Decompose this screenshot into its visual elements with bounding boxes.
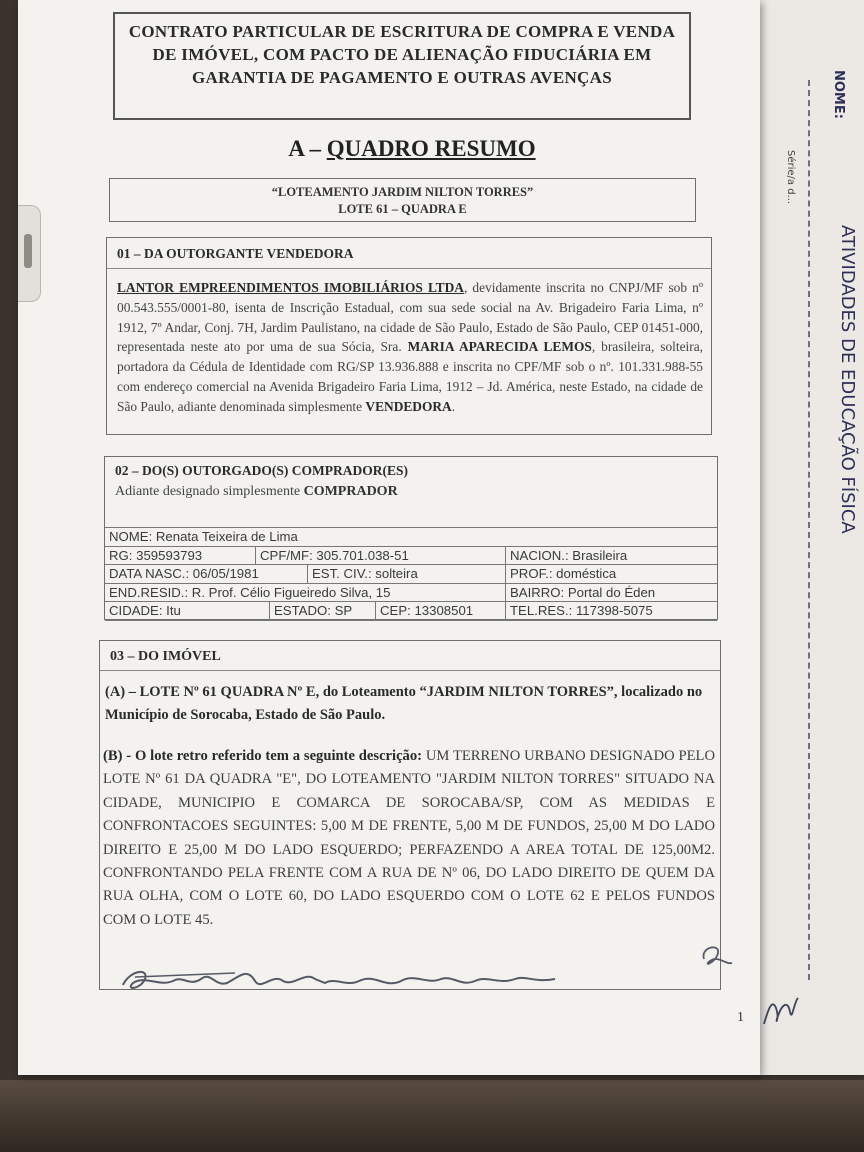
buyer-subtitle-prefix: Adiante designado simplesmente (115, 484, 304, 499)
property-item-b-text: UM TERRENO URBANO DESIGNADO PELO LOTE Nº 61 DA QUADRA "E", DO LOTEAMENTO "JARDIM NILTON TORRES" SITUADO NA CIDADE, MUNICIPIO E COMARCA DE SOROCABA/SP, COM AS MEDIDAS E CONFRONTACOES SEGUINTES: 5,00 M DE FRENTE, 5,00 M DE FUNDOS, 25,00 M DO LADO DIREITO E 25,00 M DO LADO ESQUERDO; PERFAZENDO A AREA TOTAL DE 125,00M2. CONFRONTANDO PELA FRENTE COM A RUA DE Nº 06, DO LADO DIREITO DE QUEM DA RUA OLHA, COM O LOTE 60, DO LADO ESQUERDO COM O LOTE 62 E PELOS FUNDOS COM O LOTE 45. (103, 748, 715, 928)
table-row (105, 564, 717, 583)
cell-divider (505, 547, 506, 565)
cell-divider (505, 584, 506, 602)
page-initials (758, 992, 800, 1032)
buyer-data-table (105, 527, 717, 621)
buyer-nome: NOME: Renata Teixeira de Lima (109, 529, 298, 544)
dashed-line (808, 80, 810, 980)
cell-divider (269, 602, 270, 620)
lot-number: LOTE 61 – QUADRA E (338, 202, 467, 216)
table-row (105, 546, 717, 565)
cell-divider (307, 565, 308, 583)
buyer-subtitle (115, 484, 398, 500)
seller-header: 01 – DA OUTORGANTE VENDEDORA (117, 246, 354, 261)
buyer-header: 02 – DO(S) OUTORGADO(S) COMPRADOR(ES) (115, 463, 408, 478)
seller-text-2: , brasileira, solteira, portadora da Cédula de Identidade com RG/SP 13.936.888 e inscrita no CPF/MF sob o nº. 101.331.988-55 com endereço comercial na Avenida Brigadeiro Faria Lima, 1912 – Jd. América, neste Estado, na cidade de São Paulo, adiante denominada simplesmente (117, 339, 704, 414)
seller-end: . (451, 398, 456, 414)
property-item-b (103, 745, 715, 932)
buyer-bairro: BAIRRO: Portal do Éden (510, 584, 656, 600)
buyer-data-nasc: DATA NASC.: 06/05/1981 (109, 566, 259, 582)
sheet-nome-label: NOME: (831, 70, 846, 119)
buyer-cep: CEP: 13308501 (380, 603, 474, 619)
property-item-b-label: (B) - O lote retro referido tem a seguinte descrição: (103, 748, 423, 764)
sheet-small-label: Série/a d... (785, 150, 796, 205)
divider (100, 670, 720, 671)
seller-representative: MARIA APARECIDA LEMOS (407, 339, 592, 355)
buyer-est-civ: EST. CIV.: solteira (312, 566, 418, 582)
section-title: QUADRO RESUMO (326, 136, 536, 161)
lot-name: “LOTEAMENTO JARDIM NILTON TORRES” (271, 185, 534, 199)
seller-company: LANTOR EMPREENDIMENTOS IMOBILIÁRIOS LTDA (117, 280, 464, 295)
buyer-subtitle-bold: COMPRADOR (303, 484, 398, 499)
buyer-end-resid: END.RESID.: R. Prof. Célio Figueiredo Silva, 15 (109, 584, 391, 600)
buyer-prof: PROF.: doméstica (510, 566, 617, 582)
contract-title: CONTRATO PARTICULAR DE ESCRITURA DE COMPRA E VENDA DE IMÓVEL, COM PACTO DE ALIENAÇÃO FIDUCIÁRIA EM GARANTIA DE PAGAMENTO E OUTRAS AVENÇAS (128, 22, 676, 87)
contract-page (18, 0, 760, 1075)
lot-box (109, 178, 696, 222)
buyer-estado: ESTADO: SP (274, 603, 353, 619)
property-section (99, 640, 721, 990)
buyer-section (104, 456, 718, 620)
cell-divider (505, 602, 506, 620)
binder-clip (24, 234, 32, 268)
property-header: 03 – DO IMÓVEL (110, 649, 221, 664)
sheet-atividades-label: ATIVIDADES DE EDUCAÇÃO FÍSICA (837, 225, 858, 534)
buyer-tel: TEL.RES.: 117398-5075 (510, 603, 653, 619)
seller-paragraph (117, 278, 703, 417)
buyer-cidade: CIDADE: Itu (109, 603, 181, 619)
cell-divider (255, 547, 256, 565)
page-number: 1 (737, 1010, 744, 1025)
section-heading (262, 136, 562, 162)
seller-designation: VENDEDORA (365, 398, 452, 414)
background-sheet (760, 0, 864, 1075)
divider (107, 268, 711, 269)
cell-divider (505, 565, 506, 583)
binder-tab (18, 205, 41, 302)
section-prefix: A – (288, 136, 327, 161)
buyer-nacion: NACION.: Brasileira (510, 547, 628, 563)
contract-title-box (113, 12, 691, 120)
table-row (105, 527, 717, 546)
table-row (105, 601, 717, 621)
seller-section (106, 237, 712, 435)
seller-text-1: , devidamente inscrita no CNPJ/MF sob nº 00.543.555/0001-80, isenta de Inscrição Estadual, com sua sede social na Av. Brigadeiro Faria Lima, nº 1912, 7º Andar, Conj. 7H, Jardim Paulistano, na cidade de São Paulo, Estado de São Paulo, CEP 01451-000, representada neste ato por uma de sua Sócia, Sra. (117, 280, 704, 355)
table-row (105, 583, 717, 602)
background-surface (0, 1080, 864, 1152)
initials-mark (696, 939, 736, 973)
buyer-rg: RG: 359593793 (109, 547, 203, 563)
property-item-a: (A) – LOTE Nº 61 QUADRA Nº E, do Loteamento “JARDIM NILTON TORRES”, localizado no Município de Sorocaba, Estado de São Paulo. (105, 684, 703, 723)
cell-divider (375, 602, 376, 620)
buyer-cpf: CPF/MF: 305.701.038-51 (260, 547, 409, 563)
buyer-signature (115, 957, 575, 997)
